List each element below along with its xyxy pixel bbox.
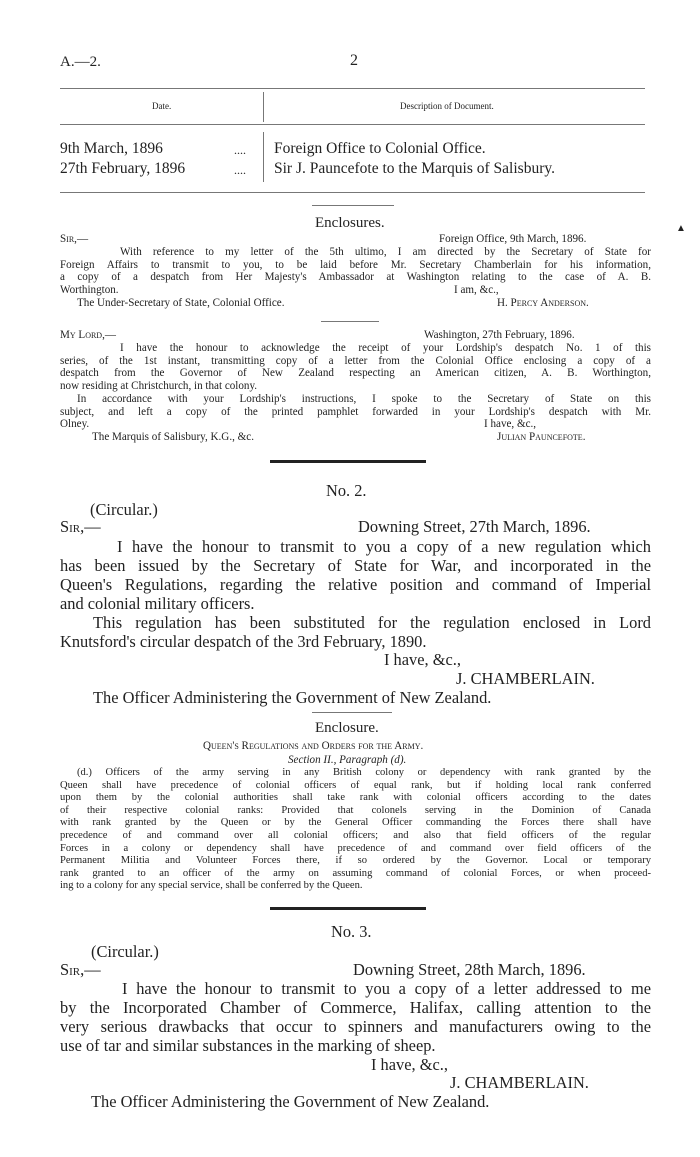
- text-line: Permanent Militia and Volunteer Forces there, if so ordered by the Governor. Local or temporary: [60, 855, 651, 867]
- letter2-body: [60, 342, 651, 380]
- text-line: (d.) Officers of the army serving in any British colony or dependency with rank granted by the: [77, 767, 651, 778]
- text-line: With reference to my letter of the 5th ultimo, I am directed by the Secretary of State for: [120, 246, 651, 258]
- no3-salutation: Sir,—: [60, 960, 101, 979]
- text-line: upon them by the colonial authorities shall take rank with colonial officers according to the dates: [60, 792, 651, 804]
- letter1-salutation: Sir,—: [60, 233, 89, 245]
- no3-circular: (Circular.): [91, 942, 159, 961]
- text-line: precedence of and command over all colonial officers; and also that field officers of the regular: [60, 829, 651, 841]
- no2-closing: I have, &c.,: [384, 650, 461, 669]
- section-separator: [270, 907, 426, 910]
- text-line: Queen shall have precedence of colonial officers of equal rank, but if holding local rank conferred: [60, 779, 651, 791]
- no2-body2: [60, 613, 651, 632]
- table-row-description: Foreign Office to Colonial Office.: [274, 140, 486, 157]
- letter1-place-date: Foreign Office, 9th March, 1896.: [439, 233, 587, 245]
- text-line: I have the honour to transmit to you a copy of a new regulation which: [117, 537, 651, 556]
- enclosure-last-line: ing to a colony for any special service, shall be conferred by the Queen.: [60, 880, 363, 891]
- page-number: 2: [350, 52, 358, 69]
- text-line: of their respective colonial ranks: Provided that colonels serving in the Dominion of Canada: [60, 804, 651, 816]
- text-line: Queen's Regulations, regarding the relative position and command of Imperial: [60, 575, 651, 594]
- table-row-leader: ....: [234, 143, 246, 157]
- table-body-divider: [263, 132, 264, 182]
- text-line: I have the honour to acknowledge the receipt of your Lordship's despatch No. 1 of this: [120, 342, 651, 354]
- document-reference: A.—2.: [60, 54, 101, 70]
- no3-signature: J. CHAMBERLAIN.: [450, 1073, 589, 1092]
- no2-place-date: Downing Street, 27th March, 1896.: [358, 517, 591, 536]
- no2-heading: No. 2.: [326, 481, 367, 500]
- short-rule: [312, 712, 392, 713]
- enclosure-section: Section II., Paragraph (d).: [288, 754, 407, 766]
- table-row-leader: ....: [234, 163, 246, 177]
- column-header-description: Description of Document.: [400, 101, 494, 111]
- letter2-addressee: The Marquis of Salisbury, K.G., &c.: [92, 431, 254, 443]
- short-rule: [321, 321, 379, 322]
- text-line: by the Incorporated Chamber of Commerce, Halifax, calling attention to the: [60, 998, 651, 1017]
- no2-line4: and colonial military officers.: [60, 594, 255, 613]
- text-line: In accordance with your Lordship's instructions, I spoke to the Secretary of State on this: [77, 393, 651, 405]
- table-bottom-rule: [60, 192, 645, 193]
- letter2-signature: Julian Pauncefote.: [497, 431, 586, 443]
- no2-body: [60, 537, 651, 594]
- text-line: subject, and left a copy of the printed pamphlet forwarded in your Lordship's despatch with Mr.: [60, 405, 651, 418]
- table-row-date: 27th February, 1896: [60, 160, 186, 177]
- enclosure-subheading: Queen's Regulations and Orders for the Army.: [203, 740, 424, 752]
- letter1-closing: I am, &c.,: [454, 284, 499, 296]
- text-line: I have the honour to transmit to you a copy of a letter addressed to me: [122, 979, 651, 998]
- text-line: has been issued by the Secretary of State for War, and incorporated in the: [60, 556, 651, 575]
- section-separator: [270, 460, 426, 463]
- no3-place-date: Downing Street, 28th March, 1896.: [353, 960, 586, 979]
- letter1-last-line: Worthington.: [60, 284, 119, 296]
- letter2-closing: I have, &c.,: [484, 418, 537, 430]
- margin-mark: ▲: [676, 223, 686, 234]
- letter2-last-line: Olney.: [60, 418, 90, 430]
- table-row-description: Sir J. Pauncefote to the Marquis of Salisbury.: [274, 160, 555, 177]
- letter2-line4: now residing at Christchurch, in that colony.: [60, 380, 258, 392]
- table-header-rule: [60, 124, 645, 125]
- text-line: with rank granted by the Queen or by the General Officer commanding the Forces there shall have: [60, 817, 651, 829]
- no2-salutation: Sir,—: [60, 517, 101, 536]
- no3-body: [60, 979, 651, 1036]
- no2-addressee: The Officer Administering the Government of New Zealand.: [93, 688, 492, 707]
- table-header-divider: [263, 92, 264, 122]
- text-line: a copy of a despatch from Her Majesty's Ambassador at Washington relating to the case of A. B.: [60, 271, 651, 284]
- text-line: rank granted to an officer of the army on assuming command of colonial Forces, or when proceed-: [60, 867, 651, 879]
- table-top-rule: [60, 88, 645, 89]
- no2-line6: Knutsford's circular despatch of the 3rd February, 1890.: [60, 632, 427, 651]
- letter2-place-date: Washington, 27th February, 1896.: [424, 329, 575, 341]
- enclosure-body: [60, 767, 651, 880]
- letter1-addressee: The Under-Secretary of State, Colonial Office.: [77, 297, 285, 309]
- text-line: despatch from the Governor of New Zealand respecting an American citizen, A. B. Worthington,: [60, 367, 651, 380]
- table-row-date: 9th March, 1896: [60, 140, 163, 157]
- no2-circular: (Circular.): [90, 500, 158, 519]
- no2-signature: J. CHAMBERLAIN.: [456, 669, 595, 688]
- text-line: Forces in a colony or dependency shall have precedence of and command over field officers of the: [60, 842, 651, 854]
- column-header-date: Date.: [152, 101, 172, 111]
- letter2-body2: [60, 393, 651, 418]
- no3-closing: I have, &c.,: [371, 1055, 448, 1074]
- no3-addressee: The Officer Administering the Government of New Zealand.: [91, 1092, 490, 1111]
- text-line: series, of the 1st instant, transmitting copy of a letter from the Colonial Office enclosing a copy of a: [60, 354, 651, 367]
- enclosure-heading: Enclosure.: [315, 720, 379, 736]
- text-line: very serious drawbacks that occur to spinners and manufacturers owing to the: [60, 1017, 651, 1036]
- letter1-signature: H. Percy Anderson.: [497, 297, 589, 309]
- letter2-salutation: My Lord,—: [60, 329, 116, 341]
- letter1-body: [60, 246, 651, 284]
- short-rule: [312, 205, 394, 206]
- no3-last-line: use of tar and similar substances in the marking of sheep.: [60, 1036, 436, 1055]
- no3-heading: No. 3.: [331, 922, 372, 941]
- text-line: This regulation has been substituted for the regulation enclosed in Lord: [93, 613, 651, 632]
- text-line: Foreign Affairs to transmit to you, to be laid before Mr. Secretary Chamberlain for his information,: [60, 258, 651, 271]
- enclosures-heading: Enclosures.: [315, 215, 385, 231]
